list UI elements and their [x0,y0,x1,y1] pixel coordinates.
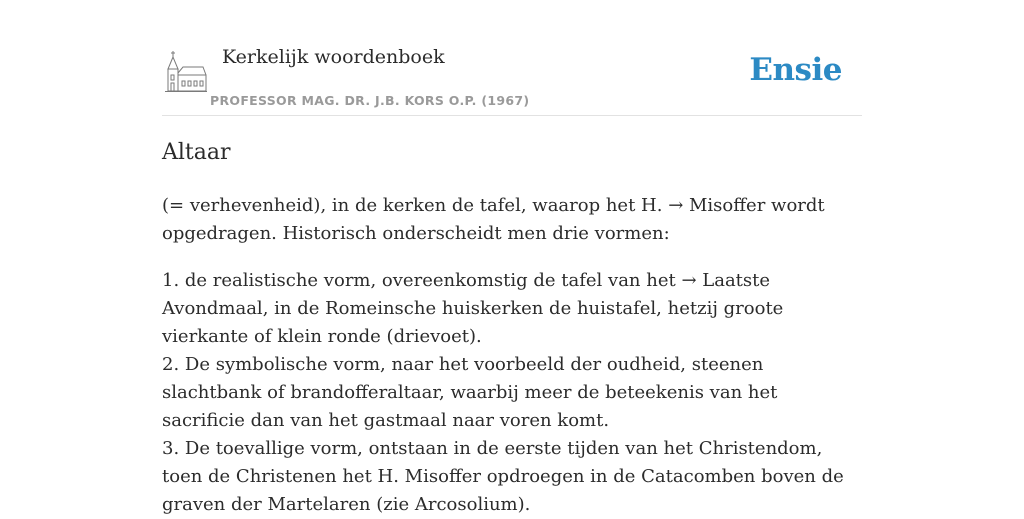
entry-intro [162,192,862,248]
item-text-before: 1. de realistische vorm, overeenkomstig de tafel van het [162,270,682,291]
entry-item [162,267,862,351]
xref-link-misoffer[interactable]: → Misoffer [668,195,766,216]
entry-title: Altaar [162,140,231,165]
entry-item: 3. De toevallige vorm, ontstaan in de eerste tijden van het Christendom, toen de Christenen het H. Misoffer opdroegen in de Catacomben boven de graven der Martelaren (zie Arcosolium). [162,438,844,515]
entry-item: 2. De symbolische vorm, naar het voorbeeld der oudheid, steenen slachtbank of brandofferaltaar, waarbij meer de beteekenis van het sacrificie dan van het gastmaal naar voren komt. [162,354,778,431]
header [162,40,862,116]
ensie-logo-link[interactable]: Ensie [749,52,842,88]
intro-text-before: (= verhevenheid), in de kerken de tafel, waarop het H. [162,195,669,216]
intro-text-after: wordt opgedragen. Historisch onderscheidt men drie vormen: [162,195,825,244]
xref-link-laatste-avondmaal[interactable]: → Laatste Avondmaal [162,270,771,319]
author-line: PROFESSOR MAG. DR. J.B. KORS O.P. (1967) [210,93,530,108]
item-text-after: , in de Romeinsche huiskerken de huistafel, hetzij groote vierkante of klein ronde (drievoet). [162,298,784,347]
entry-content [162,192,862,519]
church-icon [165,49,207,95]
book-title: Kerkelijk woordenboek [222,46,445,68]
